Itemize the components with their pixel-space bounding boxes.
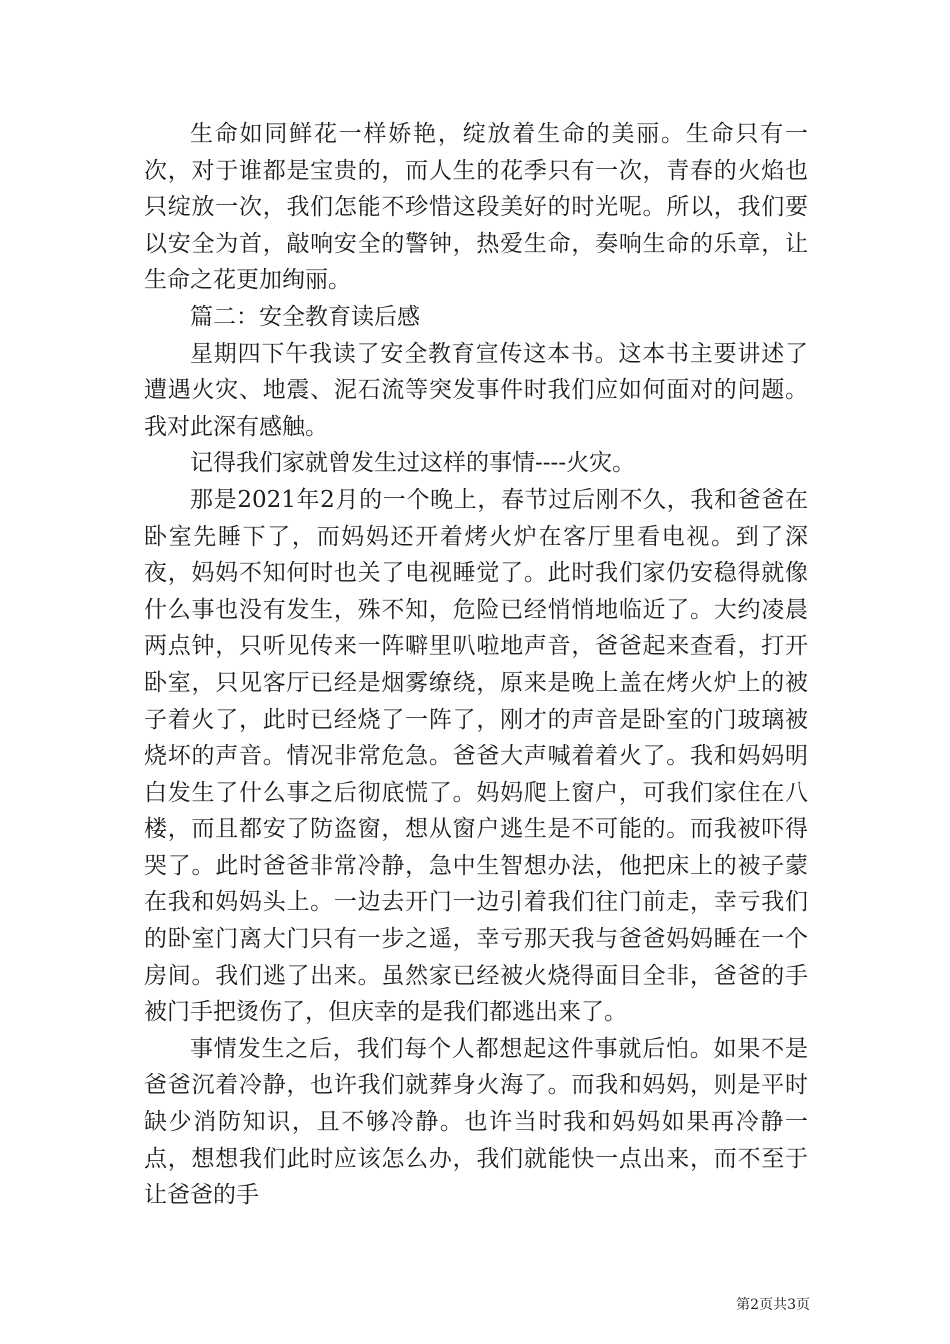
page-number-footer: 第2页共3页 [736, 1297, 810, 1313]
paragraph-life-closing: 生命如同鲜花一样娇艳，绽放着生命的美丽。生命只有一次，对于谁都是宝贵的，而人生的花季只有一次，青春的火焰也只绽放一次，我们怎能不珍惜这段美好的时光呢。所以，我们要以安全为首，敲响安全的警钟，热爱生命，奏响生命的乐章，让生命之花更加绚丽。 [144, 121, 808, 294]
paragraph-intro: 星期四下午我读了安全教育宣传这本书。这本书主要讲述了遭遇火灾、地震、泥石流等突发事件时我们应如何面对的问题。我对此深有感触。 [144, 340, 808, 440]
paragraph-fire-story: 那是2021年2月的一个晚上，春节过后刚不久，我和爸爸在卧室先睡下了，而妈妈还开着烤火炉在客厅里看电视。到了深夜，妈妈不知何时也关了电视睡觉了。此时我们家仍安稳得就像什么事也没有发生，殊不知，危险已经悄悄地临近了。大约凌晨两点钟，只听见传来一阵噼里叭啦地声音，爸爸起来查看，打开卧室，只见客厅已经是烟雾缭绕，原来是晚上盖在烤火炉上的被子着火了，此时已经烧了一阵了，刚才的声音是卧室的门玻璃被烧坏的声音。情况非常危急。爸爸大声喊着着火了。我和妈妈明白发生了什么事之后彻底慌了。妈妈爬上窗户，可我们家住在八楼，而且都安了防盗窗，想从窗户逃生是不可能的。而我被吓得哭了。此时爸爸非常冷静，急中生智想办法，他把床上的被子蒙在我和妈妈头上。一边去开门一边引着我们往门前走，幸亏我们的卧室门离大门只有一步之遥，幸亏那天我与爸爸妈妈睡在一个房间。我们逃了出来。虽然家已经被火烧得面目全非，爸爸的手被门手把烫伤了，但庆幸的是我们都逃出来了。 [144, 486, 808, 1026]
paragraph-memory: 记得我们家就曾发生过这样的事情----火灾。 [190, 450, 636, 477]
paragraph-reflection: 事情发生之后，我们每个人都想起这件事就后怕。如果不是爸爸沉着冷静，也许我们就葬身火海了。而我和妈妈，则是平时缺少消防知识，且不够冷静。也许当时我和妈妈如果再冷静一点，想想我们此时应该怎么办，我们就能快一点出来，而不至于让爸爸的手 [144, 1035, 808, 1209]
document-body [144, 116, 808, 1214]
section-heading: 篇二：安全教育读后感 [190, 303, 420, 330]
